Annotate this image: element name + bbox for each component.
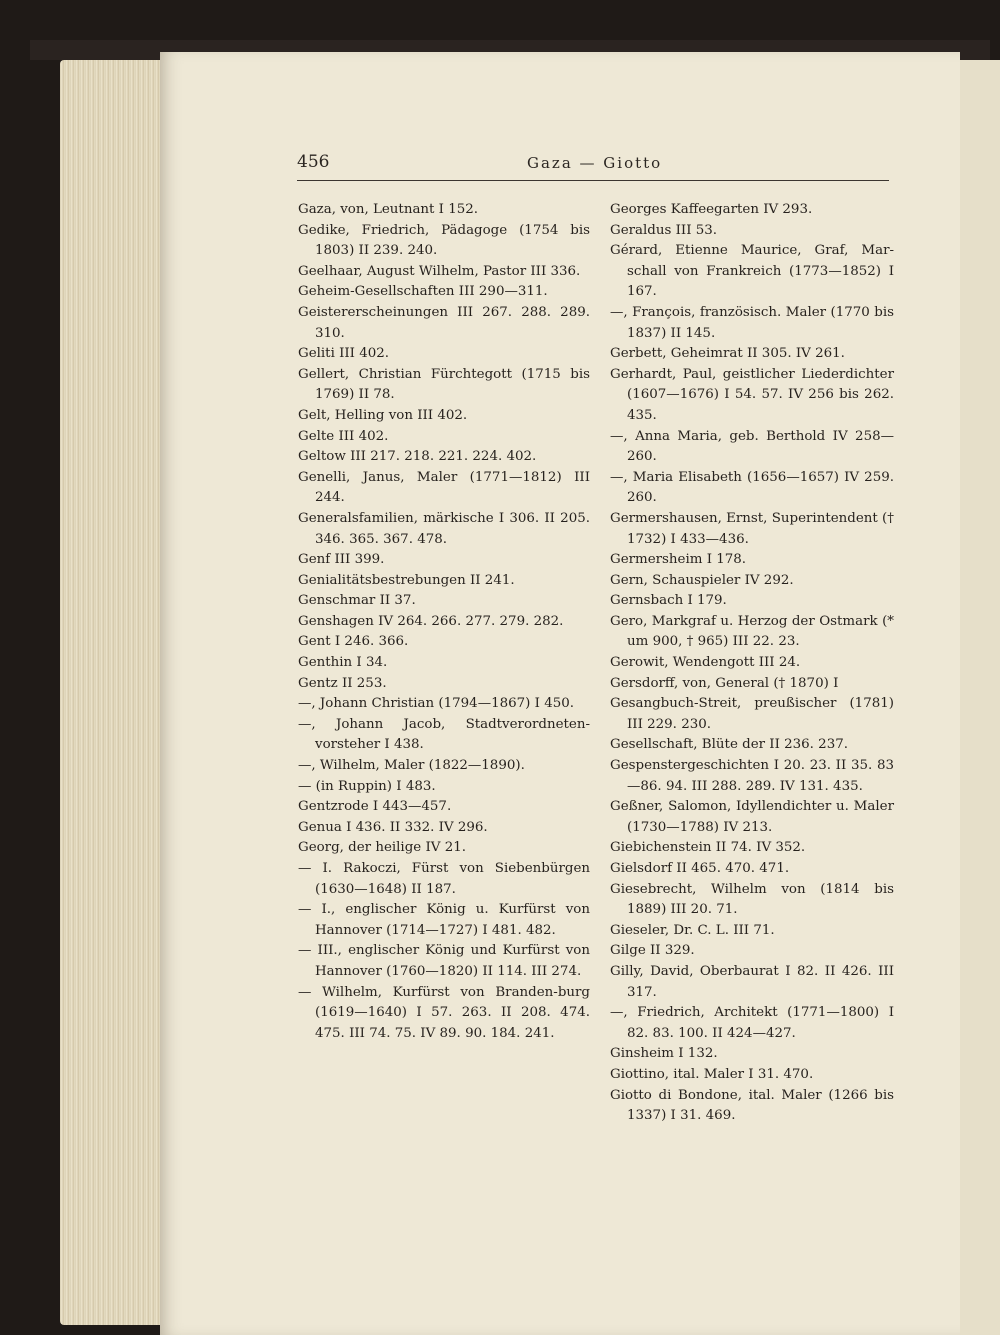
index-entry: —, Anna Maria, geb. Berthold IV 258—260. <box>610 428 894 465</box>
index-entry: Genialitätsbestrebungen II 241. <box>298 572 515 588</box>
index-entry: Geheim-Gesellschaften III 290—311. <box>298 284 548 300</box>
index-entry: Generalsfamilien, märkische I 306. II 205. 346. 365. 367. 478. <box>298 510 590 547</box>
index-entry: Genf III 399. <box>298 552 385 568</box>
index-entry: Gern, Schauspieler IV 292. <box>610 572 794 588</box>
index-entry: Giesebrecht, Wilhelm von (1814 bis 1889) III 20. 71. <box>610 881 894 918</box>
running-head: Gaza — Giotto <box>527 154 663 172</box>
index-entry: Gerbett, Geheimrat II 305. IV 261. <box>610 346 845 362</box>
index-entry: Giottino, ital. Maler I 31. 470. <box>610 1066 814 1082</box>
index-entry: Geelhaar, August Wilhelm, Pastor III 336. <box>298 263 581 279</box>
index-entry: Gaza, von, Leutnant I 152. <box>298 202 479 217</box>
page-edges <box>60 60 170 1325</box>
index-entry: Gesangbuch-Streit, preußischer (1781) III 229. 230. <box>610 696 894 732</box>
index-entry: Geraldus III 53. <box>610 222 718 238</box>
index-entry: Gérard, Etienne Maurice, Graf, Mar-schall von Frankreich (1773—1852) I 167. <box>610 243 894 300</box>
index-entry: —, Johann Christian (1794—1867) I 450. <box>298 696 575 712</box>
index-entry: — I. Rakoczi, Fürst von Siebenbürgen (1630—1648) II 187. <box>298 861 590 897</box>
index-entry: Gersdorff, von, General († 1870) I <box>610 675 839 691</box>
index-entry: — Wilhelm, Kurfürst von Branden-burg (1619—1640) I 57. 263. II 208. 474. 475. III 74. 75. IV 89. 90. 184. 241. <box>298 984 590 1041</box>
index-entry: Genschmar II 37. <box>298 593 416 609</box>
index-entry: Geistererscheinungen III 267. 288. 289. 310. <box>298 304 590 341</box>
index-entry: Giotto di Bondone, ital. Maler (1266 bis 1337) I 31. 469. <box>610 1087 894 1124</box>
index-entry: —, Friedrich, Architekt (1771—1800) I 82. 83. 100. II 424—427. <box>610 1005 894 1041</box>
index-entry: —, Maria Elisabeth (1656—1657) IV 259. 260. <box>610 469 894 506</box>
index-entry: —, François, französisch. Maler (1770 bis 1837) II 145. <box>610 304 894 341</box>
index-entry: Genua I 436. II 332. IV 296. <box>298 819 488 835</box>
page-number: 456 <box>297 152 330 172</box>
index-column-left <box>298 200 590 1044</box>
index-entry: Gentz II 253. <box>298 675 387 691</box>
index-entry: Gent I 246. 366. <box>298 634 409 650</box>
page-header <box>297 152 889 181</box>
index-entry: Gelt, Helling von III 402. <box>298 407 468 423</box>
index-entry: Gernsbach I 179. <box>610 593 727 609</box>
index-entry: —, Wilhelm, Maler (1822—1890). <box>298 758 525 774</box>
index-entry: Geßner, Salomon, Idyllendichter u. Maler (1730—1788) IV 213. <box>610 799 894 835</box>
index-entry: Germershausen, Ernst, Superintendent († 1732) I 433—436. <box>610 510 894 547</box>
index-entry: Geliti III 402. <box>298 346 390 362</box>
facing-page-edge <box>958 60 1000 1335</box>
index-entry: Georg, der heilige IV 21. <box>298 840 466 856</box>
index-entry: Gentzrode I 443—457. <box>298 799 452 815</box>
index-entry: Gielsdorf II 465. 470. 471. <box>610 861 790 876</box>
index-entry: Gero, Markgraf u. Herzog der Ostmark (* um 900, † 965) III 22. 23. <box>610 613 894 650</box>
index-entry: Gedike, Friedrich, Pädagoge (1754 bis 1803) II 239. 240. <box>298 222 590 259</box>
index-entry: Gespenstergeschichten I 20. 23. II 35. 83—86. 94. III 288. 289. IV 131. 435. <box>610 758 894 794</box>
index-entry: — I., englischer König u. Kurfürst von Hannover (1714—1727) I 481. 482. <box>298 902 590 938</box>
index-entry: Gieseler, Dr. C. L. III 71. <box>610 922 775 938</box>
index-entry: Gilly, David, Oberbaurat I 82. II 426. III 317. <box>610 963 894 1000</box>
index-entry: Genelli, Janus, Maler (1771—1812) III 244. <box>298 469 590 506</box>
index-column-right <box>610 200 894 1127</box>
index-entry: —, Johann Jacob, Stadtverordneten-vorsteher I 438. <box>298 716 590 753</box>
index-entry: Gerhardt, Paul, geistlicher Liederdichter (1607—1676) I 54. 57. IV 256 bis 262. 435. <box>610 366 894 423</box>
index-entry: — (in Ruppin) I 483. <box>298 778 436 794</box>
index-entry: Gelte III 402. <box>298 428 389 444</box>
index-entry: Genthin I 34. <box>298 655 388 671</box>
index-entry: Gilge II 329. <box>610 943 695 959</box>
index-entry: Geltow III 217. 218. 221. 224. 402. <box>298 449 537 465</box>
index-entry: Gesellschaft, Blüte der II 236. 237. <box>610 737 848 753</box>
index-entry: Genshagen IV 264. 266. 277. 279. 282. <box>298 613 564 629</box>
index-entry: Gellert, Christian Fürchtegott (1715 bis 1769) II 78. <box>298 366 590 403</box>
index-entry: Ginsheim I 132. <box>610 1046 718 1062</box>
index-entry: Giebichenstein II 74. IV 352. <box>610 840 806 856</box>
index-entry: Georges Kaffeegarten IV 293. <box>610 202 813 217</box>
index-entry: Germersheim I 178. <box>610 552 747 568</box>
index-entry: Gerowit, Wendengott III 24. <box>610 655 801 671</box>
index-entry: — III., englischer König und Kurfürst von Hannover (1760—1820) II 114. III 274. <box>298 943 590 979</box>
